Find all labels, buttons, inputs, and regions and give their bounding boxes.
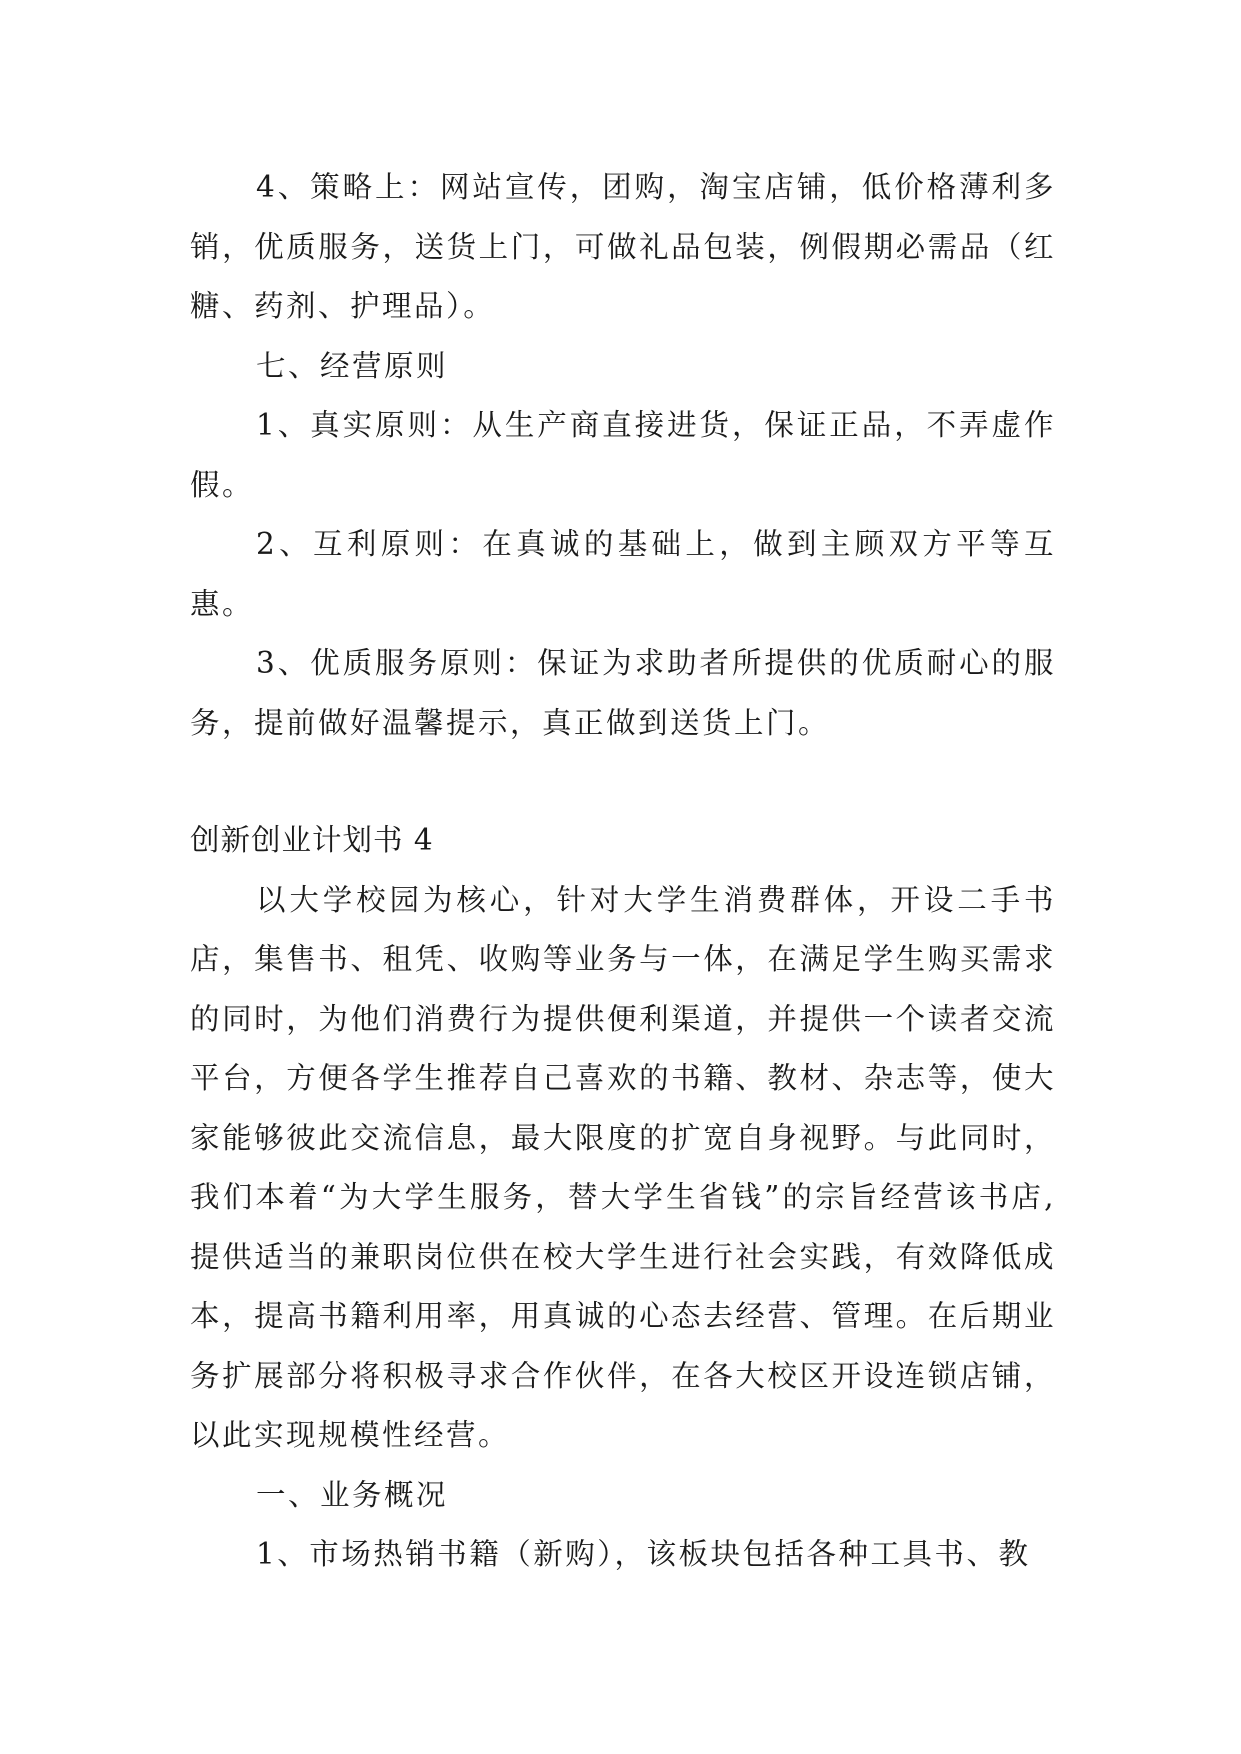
hot-books-paragraph: 1、市场热销书籍（新购），该板块包括各种工具书、教 [256,1537,1031,1571]
intro-paragraph: 以大学校园为核心，针对大学生消费群体，开设二手书店，集售书、租凭、收购等业务与一体，在满足学生购买需求的同时，为他们消费行为提供便利渠道，并提供一个读者交流平台，方便各学生推荐自己喜欢的书籍、教材、杂志等，使大家能够彼此交流信息，最大限度的扩宽自身视野。与此同时，我们本着“为大学生服务，替大学生省钱”的宗旨经营该书店,提供适当的兼职岗位供在校大学生进行社会实践，有效降低成本，提高书籍利用率，用真诚的心态去经营、管理。在后期业务扩展部分将积极寻求合作伙伴，在各大校区开设连锁店铺，以此实现规模性经营。 [190,882,1056,1452]
truth-principle-paragraph: 1、真实原则：从生产商直接进货，保证正品，不弄虚作假。 [190,408,1056,502]
strategy-paragraph: 4、策略上：网站宣传，团购，淘宝店铺，低价格薄利多销，优质服务，送货上门，可做礼品包装，例假期必需品（红糖、药剂、护理品）。 [190,170,1056,323]
quality-service-paragraph: 3、优质服务原则：保证为求助者所提供的优质耐心的服务，提前做好温馨提示，真正做到送货上门。 [190,646,1056,740]
business-overview-heading: 一、业务概况 [256,1477,449,1512]
mutual-benefit-paragraph: 2、互利原则：在真诚的基础上，做到主顾双方平等互惠。 [190,527,1056,621]
operating-principles-heading: 七、经营原则 [256,348,449,383]
section-title: 创新创业计划书 4 [190,823,434,857]
document-body [190,158,1056,1585]
